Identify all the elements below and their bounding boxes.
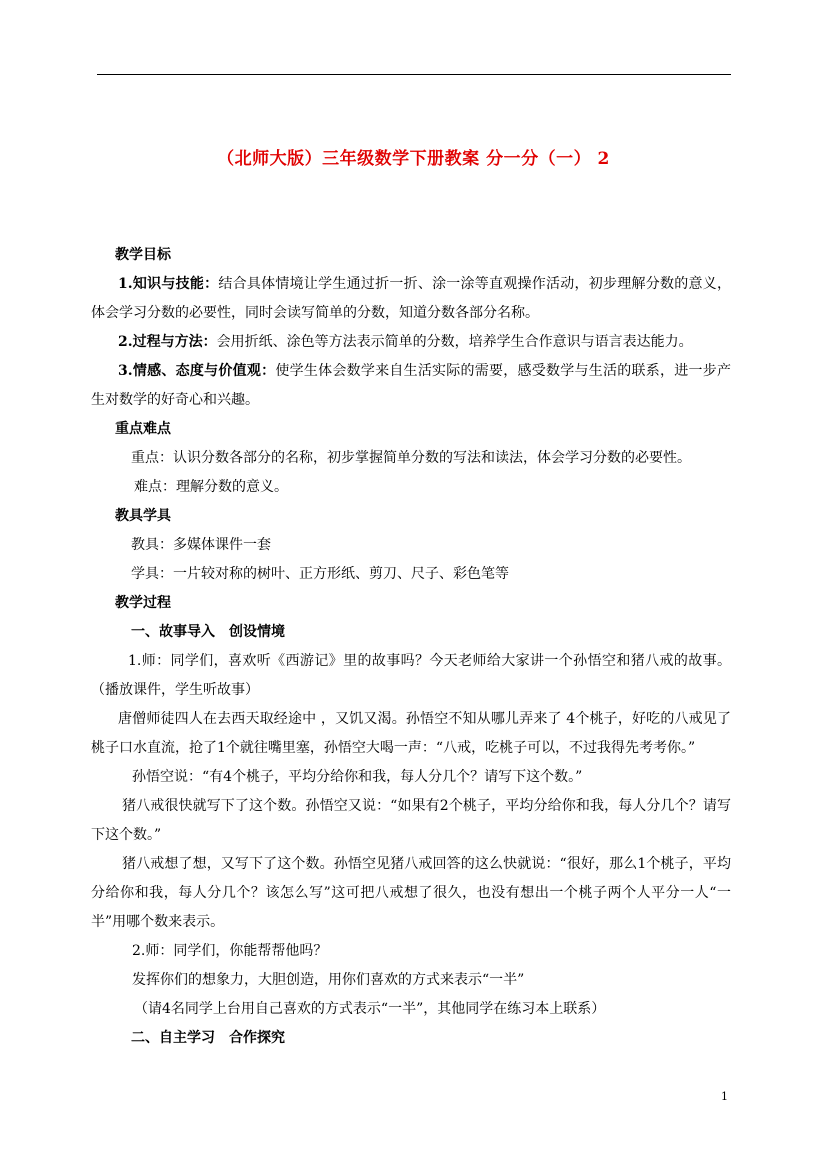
document-title: （北师大版）三年级数学下册教案 分一分（一） 2 — [217, 149, 610, 169]
section-heading-key-points: 重点难点 — [115, 421, 171, 437]
section-heading-tools: 教具学具 — [115, 508, 171, 524]
goal-1 — [91, 270, 731, 328]
document-body — [91, 241, 732, 1053]
section-heading-goals: 教学目标 — [115, 247, 171, 263]
header-rule — [97, 74, 731, 75]
key-point: 重点：认识分数各部分的名称，初步掌握简单分数的写法和读法，体会学习分数的必要性。 — [131, 450, 691, 466]
goal-2-label: 2.过程与方法： — [118, 334, 217, 350]
step-1-paragraph-6: 2.师：同学们，你能帮帮他吗？ — [132, 943, 328, 959]
step-1-paragraph-7: 发挥你们的想象力，大胆创造，用你们喜欢的方式来表示“一半” — [132, 972, 525, 988]
step-1-paragraph-1: 1.师：同学们，喜欢听《西游记》里的故事吗？今天老师给大家讲一个孙悟空和猪八戒的故事。（播放课件，学生听故事） — [91, 653, 731, 698]
section-heading-process: 教学过程 — [115, 595, 171, 611]
goal-2-text: 会用折纸、涂色等方法表示简单的分数，培养学生合作意识与语言表达能力。 — [216, 334, 693, 350]
step-1-paragraph-4: 猪八戒很快就写下了这个数。孙悟空又说：“如果有2个桃子，平均分给你和我，每人分几个？请写下这个数。” — [91, 798, 731, 843]
step-2-heading: 二、自主学习 合作探究 — [131, 1030, 285, 1046]
step-1-paragraph-5: 猪八戒想了想，又写下了这个数。孙悟空见猪八戒回答的这么快就说：“很好，那么1个桃子，平均分给你和我，每人分几个？该怎么写”这可把八戒想了很久，也没有想出一个桃子两个人平分一人“一半”用哪个数来表示。 — [91, 856, 731, 930]
teacher-tools: 教具：多媒体课件一套 — [131, 537, 271, 553]
step-1-paragraph-2: 唐僧师徒四人在去西天取经途中 ，又饥又渴。孙悟空不知从哪儿弄来了 4个桃子，好吃的八戒见了桃子口水直流，抢了1个就往嘴里塞，孙悟空大喝一声：“八戒，吃桃子可以，不过我得先考考你。” — [91, 711, 731, 756]
student-tools: 学具：一片较对称的树叶、正方形纸、剪刀、尺子、彩色笔等 — [131, 566, 509, 582]
goal-1-text: 结合具体情境让学生通过折一折、涂一涂等直观操作活动，初步理解分数的意义，体会学习分数的必要性，同时会读写简单的分数，知道分数各部分名称。 — [91, 276, 732, 321]
goal-3-label: 3.情感、态度与价值观： — [118, 363, 276, 379]
page-number: 1 — [721, 1090, 728, 1103]
goal-1-label: 1.知识与技能： — [118, 276, 219, 292]
step-1-heading: 一、故事导入 创设情境 — [131, 624, 285, 640]
goal-3-text: 使学生体会数学来自生活实际的需要，感受数学与生活的联系，进一步产生对数学的好奇心和兴趣。 — [91, 363, 731, 408]
step-1-paragraph-8: （请4名同学上台用自己喜欢的方式表示“一半”，其他同学在练习本上联系） — [134, 1001, 606, 1017]
step-1-paragraph-3: 孙悟空说：“有4个桃子，平均分给你和我，每人分几个？请写下这个数。” — [132, 769, 583, 785]
goal-2 — [91, 328, 731, 357]
goal-3 — [91, 357, 731, 415]
difficult-point: 难点：理解分数的意义。 — [134, 479, 288, 495]
